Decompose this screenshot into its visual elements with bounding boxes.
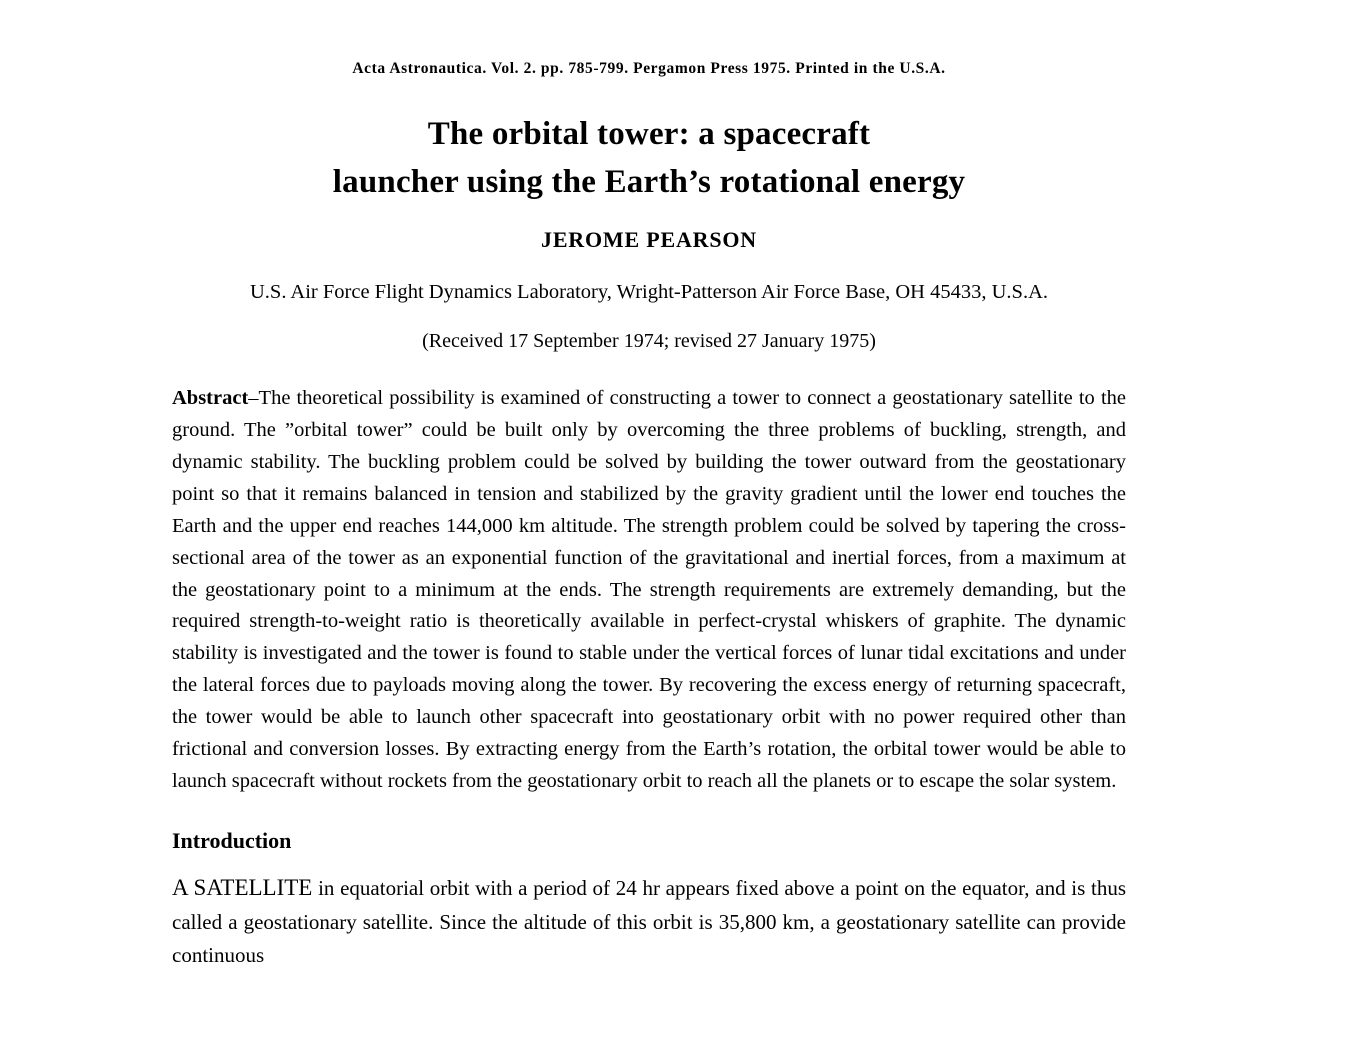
intro-body-text: in equatorial orbit with a period of 24 hr appears fixed above a point on the equator, and is thus called a geostationary satellite. Since the altitude of this orbit is 35,800 km, a geostationary satellite can provide continuous	[172, 876, 1126, 967]
introduction-paragraph	[172, 870, 1126, 971]
title-line-2: launcher using the Earth’s rotational energy	[332, 163, 966, 200]
paper-content-column	[172, 0, 1126, 972]
section-heading-introduction: Introduction	[172, 828, 292, 854]
abstract-paragraph	[172, 383, 1126, 799]
page-title	[172, 111, 1126, 207]
author-affiliation: U.S. Air Force Flight Dynamics Laboratory, Wright-Patterson Air Force Base, OH 45433, U.S.A.	[249, 280, 1048, 303]
title-line-1: The orbital tower: a spacecraft	[427, 116, 871, 152]
received-date-line: (Received 17 September 1974; revised 27 January 1975)	[422, 329, 876, 352]
author-name: JEROME PEARSON	[541, 226, 757, 252]
abstract-label: Abstract	[172, 386, 249, 409]
journal-citation-line: Acta Astronautica. Vol. 2. pp. 785-799. Pergamon Press 1975. Printed in the U.S.A.	[352, 60, 946, 77]
intro-lead-text: A SATELLITE	[172, 875, 313, 901]
abstract-text: –The theoretical possibility is examined of constructing a tower to connect a geostationary satellite to the ground. The ”orbital tower” could be built only by overcoming the three problems of buckling, strength, and dynamic stability. The buckling problem could be solved by building the tower outward from the geostationary point so that it remains balanced in tension and stabilized by the gravity gradient until the lower end touches the Earth and the upper end reaches 144,000 km altitude. The strength problem could be solved by tapering the cross-sectional area of the tower as an exponential function of the gravitational and inertial forces, from a maximum at the geostationary point to a minimum at the ends. The strength requirements are extremely demanding, but the required strength-to-weight ratio is theoretically available in perfect-crystal whiskers of graphite. The dynamic stability is investigated and the tower is found to stable under the vertical forces of lunar tidal excitations and under the lateral forces due to payloads moving along the tower. By recovering the excess energy of returning spacecraft, the tower would be able to launch other spacecraft into geostationary orbit with no power required other than frictional and conversion losses. By extracting energy from the Earth’s rotation, the orbital tower would be able to launch spacecraft without rockets from the geostationary orbit to reach all the planets or to escape the solar system.	[172, 386, 1126, 793]
